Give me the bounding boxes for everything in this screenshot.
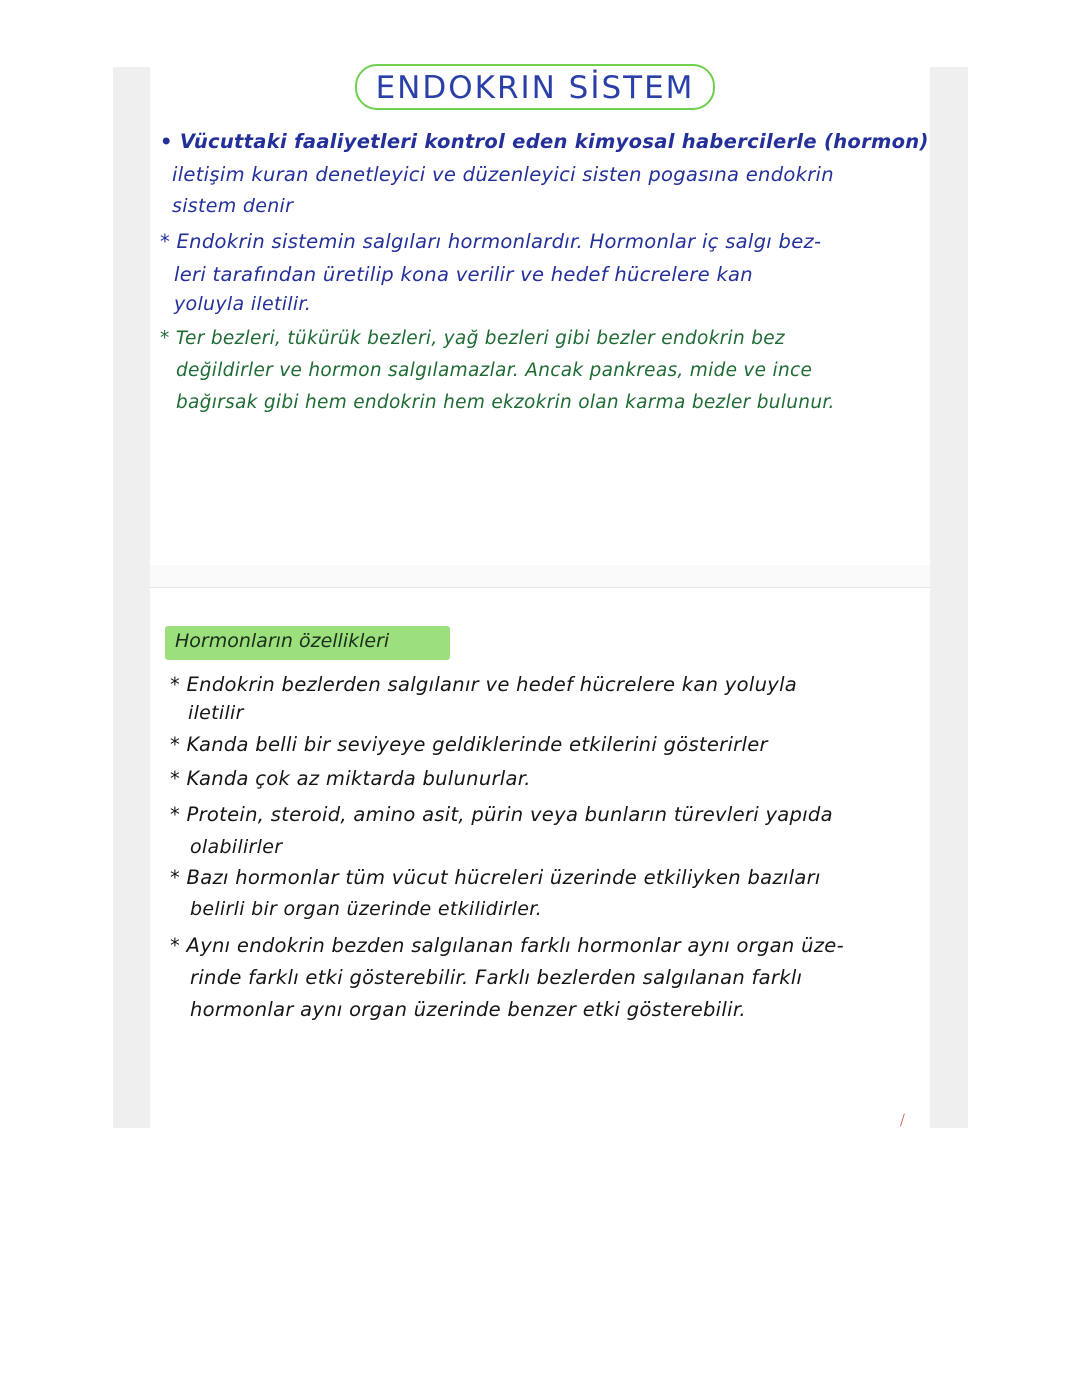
note-line: • Vücuttaki faaliyetleri kontrol eden kimyosal habercilerle (hormon) <box>160 130 929 153</box>
page-title: ENDOKRIN SİSTEM <box>375 70 695 106</box>
note-line: leri tarafından üretilip kona verilir ve hedef hücrelere kan <box>174 263 753 286</box>
note-line: rinde farklı etki gösterebilir. Farklı bezlerden salgılanan farklı <box>190 966 803 989</box>
note-line: * Kanda belli bir seviyeye geldiklerinde etkilerini gösterirler <box>170 733 768 756</box>
section-heading: Hormonların özellikleri <box>175 630 390 652</box>
note-line: * Protein, steroid, amino asit, pürin veya bunların türevleri yapıda <box>170 803 833 826</box>
title-frame <box>355 64 715 110</box>
note-line: hormonlar aynı organ üzerinde benzer etki gösterebilir. <box>190 998 746 1021</box>
note-line: belirli bir organ üzerinde etkilidirler. <box>190 898 542 920</box>
note-line: olabilirler <box>190 836 283 858</box>
note-line: iletilir <box>188 702 244 724</box>
note-line: yoluyla iletilir. <box>174 293 312 315</box>
note-line: bağırsak gibi hem endokrin hem ekzokrin olan karma bezler bulunur. <box>176 392 835 413</box>
note-line: * Endokrin bezlerden salgılanır ve hedef hücrelere kan yoluyla <box>170 673 798 696</box>
note-line: iletişim kuran denetleyici ve düzenleyici sisten pogasına endokrin <box>172 163 834 186</box>
pen-mark: ⧸ <box>900 1113 905 1129</box>
note-line: * Ter bezleri, tükürük bezleri, yağ bezleri gibi bezler endokrin bez <box>160 328 785 349</box>
note-line: * Bazı hormonlar tüm vücut hücreleri üzerinde etkiliyken bazıları <box>170 866 821 889</box>
note-line: * Kanda çok az miktarda bulunurlar. <box>170 767 531 790</box>
note-line: * Aynı endokrin bezden salgılanan farklı hormonlar aynı organ üze- <box>170 934 844 957</box>
note-line: sistem denir <box>172 195 294 217</box>
note-line: değildirler ve hormon salgılamazlar. Ancak pankreas, mide ve ince <box>176 360 813 381</box>
note-line: * Endokrin sistemin salgıları hormonlardır. Hormonlar iç salgı bez- <box>160 230 822 253</box>
page-fold <box>150 565 930 588</box>
